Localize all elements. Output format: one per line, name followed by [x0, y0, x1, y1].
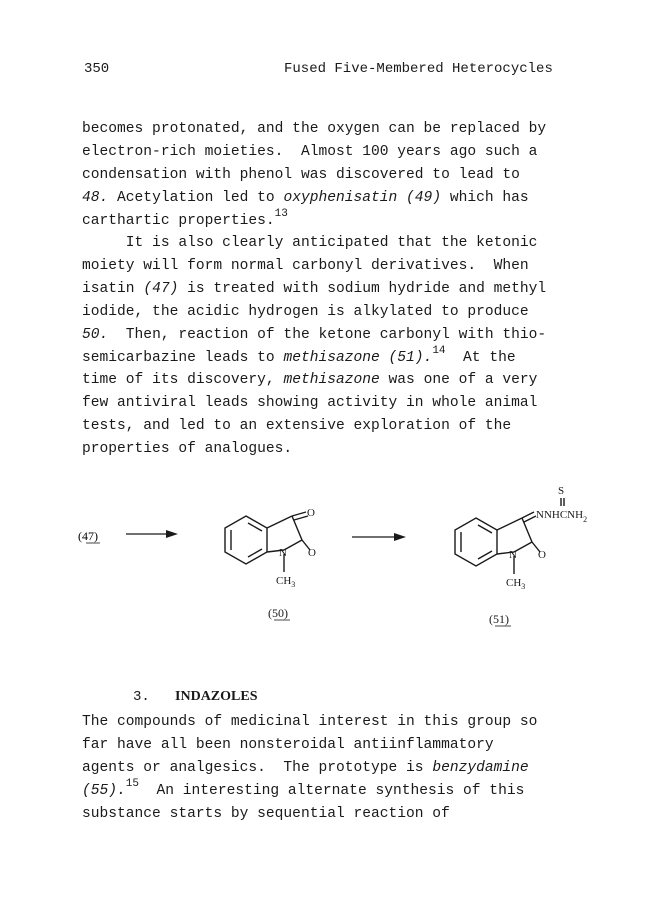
structure-51-nitrogen: N — [509, 549, 517, 561]
text-line — [82, 164, 520, 186]
section-number: 3. — [133, 689, 150, 705]
text-run: An interesting alternate synthesis of this — [139, 782, 525, 799]
structure-51-methyl: $CH_3$ — [506, 577, 526, 591]
reaction-arrow-1 — [126, 530, 178, 538]
text-line — [82, 734, 494, 756]
running-title: Fused Five-Membered Heterocycles — [284, 61, 553, 77]
text-run: It is also clearly anticipated that the ketonic — [82, 235, 538, 251]
text-run: agents or analgesics. The prototype is — [82, 759, 433, 776]
text-line — [82, 777, 525, 802]
italic-run: (47) — [143, 280, 179, 297]
text-line — [82, 255, 529, 277]
text-line — [82, 207, 288, 232]
text-line — [82, 392, 537, 414]
text-run: is treated with sodium hydride and methyl — [178, 280, 547, 297]
text-run: becomes protonated, and the oxygen can be replaced by — [82, 121, 547, 137]
text-line — [82, 438, 292, 460]
text-run: condensation with phenol was discovered to lead to — [82, 166, 520, 183]
structure-50-methyl: $CH_3$ — [276, 575, 296, 589]
text-run: The compounds of medicinal interest in this group so — [82, 714, 538, 730]
text-line — [82, 711, 537, 733]
text-run: substance starts by sequential reaction of — [82, 805, 450, 822]
structure-51-label: (51) — [489, 612, 509, 626]
text-run: Then, reaction of the ketone carbonyl with thio- — [108, 326, 547, 343]
italic-run: methisazone (51). — [283, 349, 433, 366]
text-line — [82, 118, 546, 140]
reference-superscript: 14 — [432, 344, 446, 357]
text-run: isatin — [82, 280, 144, 297]
text-run: tests, and led to an extensive exploration of the — [82, 418, 512, 435]
text-line — [82, 757, 529, 779]
reference-superscript: 15 — [125, 777, 139, 790]
reaction-scheme — [70, 478, 610, 638]
structure-51-sulfur: S — [558, 485, 565, 497]
text-run: time of its discovery, — [82, 372, 284, 389]
italic-run: 50. — [82, 326, 109, 343]
italic-run: benzydamine — [432, 759, 529, 776]
structure-50-oxygen-top: O — [307, 507, 315, 519]
text-run: moiety will form normal carbonyl derivatives. When — [82, 257, 529, 274]
text-line — [82, 415, 511, 437]
text-line — [82, 803, 450, 825]
structure-51-oxygen-bottom: O — [538, 549, 546, 561]
structure-50-label: (50) — [268, 606, 288, 620]
text-line — [82, 324, 546, 346]
text-line — [82, 187, 529, 209]
text-line — [82, 301, 529, 323]
text-line — [82, 278, 546, 300]
text-line — [82, 141, 537, 163]
text-run: was one of a very — [379, 372, 538, 389]
italic-run: (55). — [82, 782, 126, 799]
text-run: far have all been nonsteroidal antiinflammatory — [82, 736, 494, 753]
structure-50 — [225, 512, 310, 572]
structure-51-chain: $NNHCNH_2$ — [536, 509, 588, 524]
text-run: electron-rich moieties. Almost 100 years ago such a — [82, 143, 538, 160]
text-run: carthartic properties. — [82, 212, 275, 229]
text-run: semicarbazine leads to — [82, 349, 284, 366]
italic-run: 48. — [82, 189, 109, 206]
text-line — [82, 232, 537, 254]
label-47: (47) — [78, 529, 98, 543]
text-run: which has — [441, 189, 529, 206]
structure-50-nitrogen: N — [279, 547, 287, 559]
section-title: INDAZOLES — [175, 689, 258, 704]
italic-run: oxyphenisatin (49) — [283, 189, 442, 206]
text-line — [82, 344, 516, 369]
text-line — [82, 369, 537, 391]
section-heading — [133, 689, 258, 705]
reaction-arrow-2 — [352, 533, 406, 541]
italic-run: methisazone — [283, 372, 380, 389]
text-run: iodide, the acidic hydrogen is alkylated to produce — [82, 303, 529, 320]
text-run: few antiviral leads showing activity in whole animal — [82, 395, 538, 412]
text-run: Acetylation led to — [108, 189, 284, 206]
structure-50-oxygen-bottom: O — [308, 547, 316, 559]
reference-superscript: 13 — [274, 207, 288, 220]
page-number: 350 — [84, 61, 110, 77]
text-run: properties of analogues. — [82, 441, 293, 458]
text-run: At the — [445, 349, 516, 366]
